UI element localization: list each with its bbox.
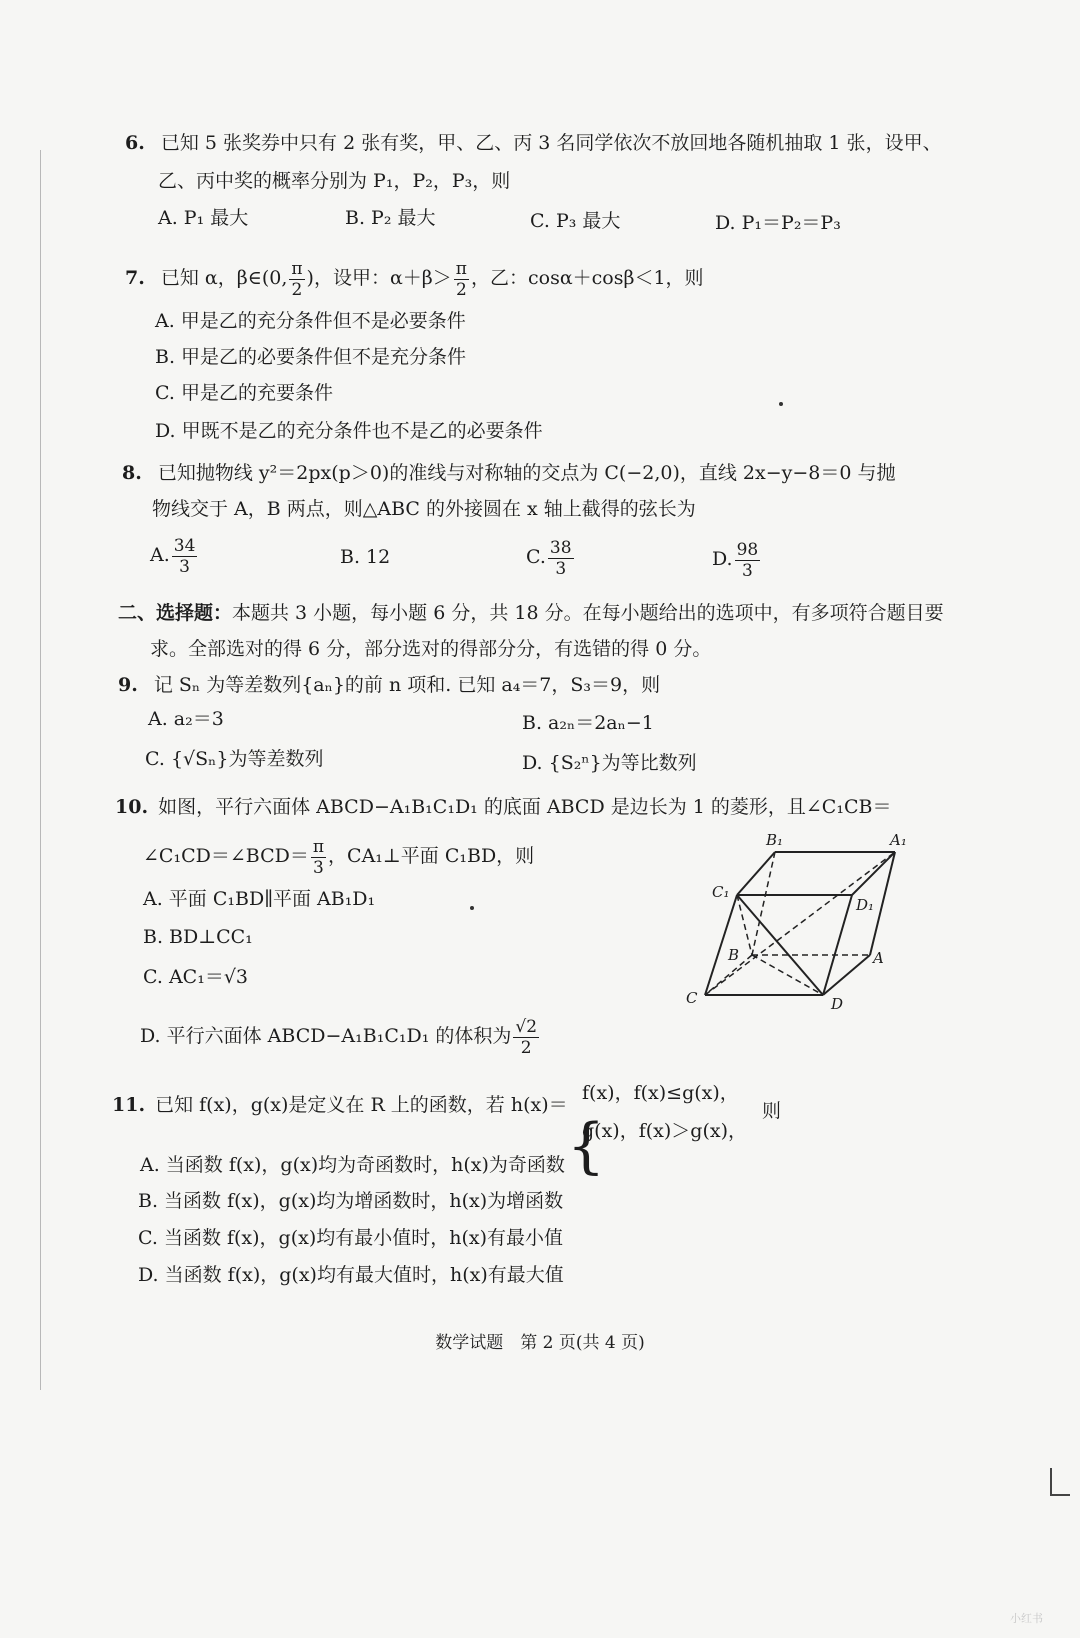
q11-stem-b: 则 xyxy=(762,1100,782,1122)
label-c: C xyxy=(686,989,698,1007)
section2-line1 xyxy=(118,600,944,626)
q7-number: 7. xyxy=(125,267,145,289)
label-b: B xyxy=(728,946,740,964)
q8-option-d-label: D. xyxy=(712,548,733,570)
q7-option-a: A. 甲是乙的充分条件但不是必要条件 xyxy=(155,310,466,332)
q8-option-c-den: 3 xyxy=(555,558,567,579)
q8-option-a-frac xyxy=(172,536,198,577)
q7-paren-open: (0, xyxy=(261,267,288,289)
corner-crop-mark xyxy=(1050,1468,1070,1496)
q10-number: 10. xyxy=(115,796,149,818)
edge-b1-b xyxy=(752,852,775,955)
q7-frac2-den: 2 xyxy=(455,279,467,300)
label-a: A xyxy=(873,949,884,967)
q10-stem-line1: 如图，平行六面体 ABCD−A₁B₁C₁D₁ 的底面 ABCD 是边长为 1 的菱形，且∠C₁CB＝ xyxy=(158,796,892,818)
q10-option-c: C. AC₁＝√3 xyxy=(143,966,249,988)
q6-option-c: C. P₃ 最大 xyxy=(530,210,621,232)
q7-stem-a: 已知 α，β∈ xyxy=(160,267,262,289)
edge-c1-b1 xyxy=(737,852,775,895)
edge-b-d xyxy=(752,955,823,995)
q11-case1: f(x)，f(x)≤g(x)， xyxy=(582,1082,739,1104)
q10-option-a: A. 平面 C₁BD∥平面 AB₁D₁ xyxy=(143,888,376,910)
q8-option-b: B. 12 xyxy=(340,546,391,568)
q6-stem-line2: 乙、丙中奖的概率分别为 P₁，P₂，P₃，则 xyxy=(158,170,511,192)
label-a1: A₁ xyxy=(890,831,907,849)
q11-case2: g(x)，f(x)＞g(x)， xyxy=(582,1120,747,1142)
q8-number: 8. xyxy=(122,462,142,484)
section2-desc-line1: 本题共 3 小题，每小题 6 分，共 18 分。在每小题给出的选项中，有多项符合题目要 xyxy=(232,602,944,624)
q10-frac-pi-over-3 xyxy=(311,837,326,878)
watermark-text: 小红书 xyxy=(1010,1612,1043,1625)
q10-stem-line2a: ∠C₁CD＝∠BCD＝ xyxy=(143,845,309,867)
q10-line1 xyxy=(115,794,891,820)
q8-option-a xyxy=(150,530,199,580)
q10-option-d-text: D. 平行六面体 ABCD−A₁B₁C₁D₁ 的体积为 xyxy=(140,1025,512,1047)
q6-line1 xyxy=(125,130,942,156)
edge-d1-d xyxy=(823,895,852,995)
q8-option-a-num: 34 xyxy=(173,535,196,556)
q10-frac-num: π xyxy=(312,836,325,857)
section2-desc-line2: 求。全部选对的得 6 分，部分选对的得部分分，有选错的得 0 分。 xyxy=(150,638,712,660)
piecewise-brace: { xyxy=(567,1111,606,1181)
label-b1: B₁ xyxy=(766,831,784,849)
section2-title: 二、选择题： xyxy=(118,602,233,624)
q7-frac-pi-over-2 xyxy=(289,259,304,300)
q7-frac2-num: π xyxy=(455,258,467,279)
label-d1: D₁ xyxy=(856,896,875,914)
q11-stem-line xyxy=(112,1092,568,1118)
q8-option-a-den: 3 xyxy=(179,556,190,577)
q8-line1 xyxy=(122,460,896,486)
q10-stem-line2b: ，CA₁⊥平面 C₁BD，则 xyxy=(328,845,535,867)
q9-option-a: A. a₂＝3 xyxy=(148,708,224,730)
page-footer: 数学试题 第 2 页(共 4 页) xyxy=(435,1333,645,1353)
q7-option-c: C. 甲是乙的充要条件 xyxy=(155,382,333,404)
q6-option-d: D. P₁＝P₂＝P₃ xyxy=(715,212,841,234)
q8-stem-line1: 已知抛物线 y²＝2px(p＞0)的准线与对称轴的交点为 C(−2,0)，直线 2x−y−8＝0 与抛 xyxy=(157,462,896,484)
q10-stem-line2 xyxy=(143,832,534,880)
label-c1: C₁ xyxy=(712,883,730,901)
q7-stem-c: ，乙：cosα＋cosβ＜1，则 xyxy=(470,267,704,289)
q7-stem-b: ，设甲：α＋β＞ xyxy=(313,267,452,289)
q10-option-b: B. BD⊥CC₁ xyxy=(143,926,253,948)
q7-paren-close: ) xyxy=(306,267,314,289)
q11-stem-a: 已知 f(x)，g(x)是定义在 R 上的函数，若 h(x)＝ xyxy=(155,1094,568,1116)
q11-option-b: B. 当函数 f(x)，g(x)均为增函数时，h(x)为增函数 xyxy=(138,1190,564,1212)
q11-option-d: D. 当函数 f(x)，g(x)均有最大值时，h(x)有最大值 xyxy=(138,1264,564,1286)
label-d: D xyxy=(831,995,844,1013)
q11-option-a: A. 当函数 f(x)，g(x)均为奇函数时，h(x)为奇函数 xyxy=(140,1154,565,1176)
scan-speck-2 xyxy=(470,906,474,910)
q9-option-d: D. {S₂ⁿ}为等比数列 xyxy=(522,752,697,774)
q11-option-c: C. 当函数 f(x)，g(x)均有最小值时，h(x)有最小值 xyxy=(138,1227,564,1249)
parallelepiped-figure xyxy=(680,825,910,1020)
edge-a1-d1 xyxy=(852,852,895,895)
q7-frac1-den: 2 xyxy=(291,279,303,300)
q10-option-d-num: √2 xyxy=(515,1016,538,1037)
q10-option-d xyxy=(140,1012,541,1060)
q10-option-d-frac xyxy=(513,1017,539,1058)
q11-number: 11. xyxy=(112,1094,146,1116)
q8-option-d-num: 98 xyxy=(736,539,759,560)
q8-stem-line2: 物线交于 A，B 两点，则△ABC 的外接圆在 x 轴上截得的弦长为 xyxy=(152,498,696,520)
q9-number: 9. xyxy=(118,674,138,696)
q9-option-c: C. {√Sₙ}为等差数列 xyxy=(145,748,324,770)
q7-stem xyxy=(125,258,704,300)
edge-d-a xyxy=(823,955,870,995)
q6-number: 6. xyxy=(125,132,145,154)
diagonal-c-a1 xyxy=(705,852,895,995)
q8-option-c-num: 38 xyxy=(549,537,572,558)
q8-option-c-frac xyxy=(548,538,574,579)
q7-frac2 xyxy=(454,259,469,300)
q9-stem-line xyxy=(118,672,660,698)
q7-option-b: B. 甲是乙的必要条件但不是充分条件 xyxy=(155,346,467,368)
q8-option-a-label: A. xyxy=(150,544,170,566)
q8-option-c-label: C. xyxy=(526,546,546,568)
q9-option-b: B. a₂ₙ＝2aₙ−1 xyxy=(522,712,654,734)
q10-frac-den: 3 xyxy=(313,857,324,878)
q9-stem: 记 Sₙ 为等差数列{aₙ}的前 n 项和. 已知 a₄＝7，S₃＝9，则 xyxy=(153,674,661,696)
q7-option-d: D. 甲既不是乙的充分条件也不是乙的必要条件 xyxy=(155,420,543,442)
q7-frac1-num: π xyxy=(291,258,303,279)
q8-option-d-den: 3 xyxy=(742,560,753,581)
margin-line xyxy=(40,150,41,1390)
edge-c1-c xyxy=(705,895,740,995)
q8-option-d xyxy=(712,534,762,584)
q10-option-d-den: 2 xyxy=(520,1037,532,1058)
q6-option-a: A. P₁ 最大 xyxy=(158,207,249,229)
q6-stem-line1: 已知 5 张奖券中只有 2 张有奖，甲、乙、丙 3 名同学依次不放回地各随机抽取 1 张，设甲、 xyxy=(160,132,942,154)
q8-option-c xyxy=(526,532,576,582)
q8-option-d-frac xyxy=(735,540,761,581)
q6-option-b: B. P₂ 最大 xyxy=(345,207,436,229)
scan-speck xyxy=(779,402,783,406)
